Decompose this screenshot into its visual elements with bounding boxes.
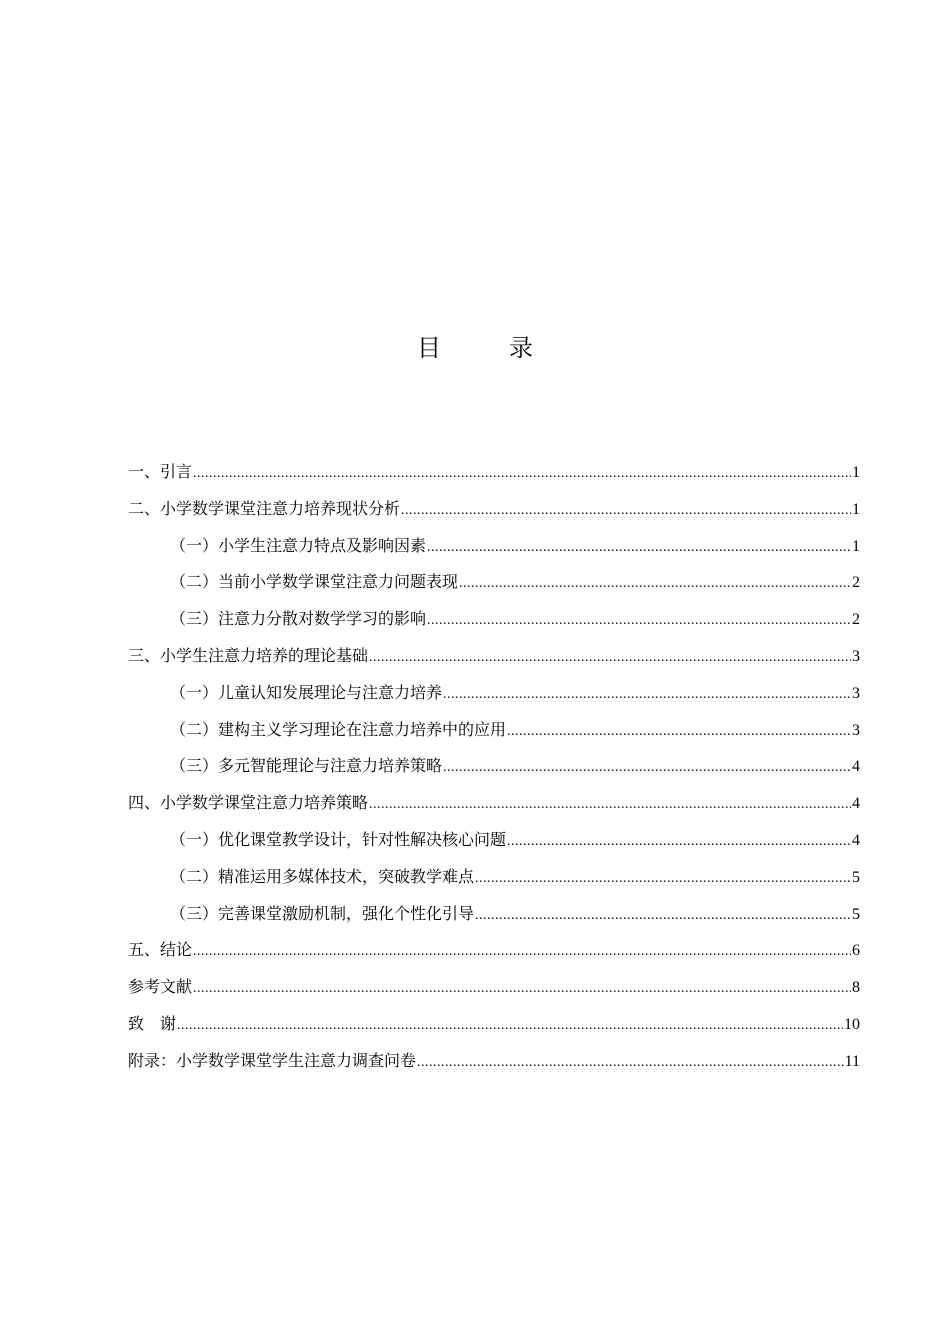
toc-entry-label: 一、引言 [128, 462, 193, 481]
toc-entry-label: 参考文献 [128, 977, 193, 997]
toc-leader-dots [475, 867, 851, 891]
toc-entry-page: 10 [844, 1015, 860, 1033]
toc-entry[interactable] [128, 938, 860, 975]
toc-entry-page: 6 [852, 942, 860, 960]
toc-entry-page: 1 [852, 464, 860, 481]
toc-leader-dots [443, 756, 851, 780]
toc-leader-dots [427, 609, 851, 633]
toc-subentry[interactable] [128, 681, 860, 718]
toc-entry-page: 8 [852, 979, 860, 997]
toc-subentry[interactable] [128, 534, 860, 571]
toc-subentry[interactable] [128, 828, 860, 865]
toc-entry[interactable] [128, 975, 860, 1012]
table-of-contents [128, 460, 860, 1086]
toc-entry-page: 5 [852, 905, 860, 923]
toc-leader-dots [193, 940, 851, 964]
toc-entry-label: （二）当前小学数学课堂注意力问题表现 [170, 572, 459, 592]
toc-subentry[interactable] [128, 718, 860, 755]
toc-entry[interactable] [128, 460, 860, 497]
toc-leader-dots [507, 720, 851, 744]
toc-leader-dots [193, 462, 851, 486]
toc-leader-dots [369, 793, 851, 817]
toc-leader-dots [177, 1014, 843, 1038]
toc-entry-page: 3 [852, 721, 860, 739]
toc-subentry[interactable] [128, 607, 860, 644]
toc-leader-dots [417, 1051, 844, 1075]
toc-leader-dots [427, 536, 851, 560]
toc-leader-dots [459, 572, 851, 596]
toc-entry-page: 2 [852, 611, 860, 629]
toc-entry-page: 4 [852, 831, 860, 849]
toc-leader-dots [443, 683, 851, 707]
toc-entry-page: 3 [852, 647, 860, 665]
toc-entry-label: 三、小学生注意力培养的理论基础 [128, 645, 369, 665]
page-title: 目 录 [417, 334, 555, 362]
toc-entry-label: （三）注意力分散对数学学习的影响 [170, 609, 427, 629]
toc-entry-label: 附录：小学数学课堂学生注意力调查问卷 [128, 1050, 417, 1070]
toc-entry-label: （一）优化课堂教学设计，针对性解决核心问题 [170, 829, 507, 849]
toc-entry-label: （三）完善课堂激励机制，强化个性化引导 [170, 903, 475, 923]
toc-entry-label: 四、小学数学课堂注意力培养策略 [128, 793, 369, 813]
toc-entry-page: 1 [852, 537, 860, 555]
toc-leader-dots [401, 499, 851, 523]
toc-entry[interactable] [128, 1012, 860, 1049]
toc-leader-dots [475, 904, 851, 928]
toc-entry[interactable] [128, 497, 860, 534]
toc-entry-label: （三）多元智能理论与注意力培养策略 [170, 756, 443, 776]
toc-entry-page: 5 [852, 868, 860, 886]
toc-entry-label: （二）精准运用多媒体技术，突破教学难点 [170, 866, 475, 886]
toc-subentry[interactable] [128, 754, 860, 791]
toc-entry-page: 4 [852, 758, 860, 776]
toc-entry-label: （一）小学生注意力特点及影响因素 [170, 535, 427, 555]
toc-subentry[interactable] [128, 570, 860, 607]
toc-leader-dots [193, 977, 851, 1001]
toc-entry-page: 3 [852, 684, 860, 702]
toc-subentry[interactable] [128, 902, 860, 939]
toc-entry-label: 二、小学数学课堂注意力培养现状分析 [128, 498, 401, 518]
toc-leader-dots [369, 646, 851, 670]
toc-entry-label: （二）建构主义学习理论在注意力培养中的应用 [170, 719, 507, 739]
toc-entry[interactable] [128, 1049, 860, 1086]
toc-entry-page: 1 [852, 500, 860, 518]
toc-entry[interactable] [128, 791, 860, 828]
toc-leader-dots [507, 830, 851, 854]
toc-entry-label: （一）儿童认知发展理论与注意力培养 [170, 682, 443, 702]
toc-entry[interactable] [128, 644, 860, 681]
toc-entry-label: 致 谢 [128, 1013, 177, 1033]
toc-entry-page: 11 [844, 1052, 860, 1070]
toc-subentry[interactable] [128, 865, 860, 902]
toc-entry-page: 4 [852, 795, 860, 813]
toc-entry-page: 2 [852, 574, 860, 592]
toc-entry-label: 五、结论 [128, 940, 193, 960]
